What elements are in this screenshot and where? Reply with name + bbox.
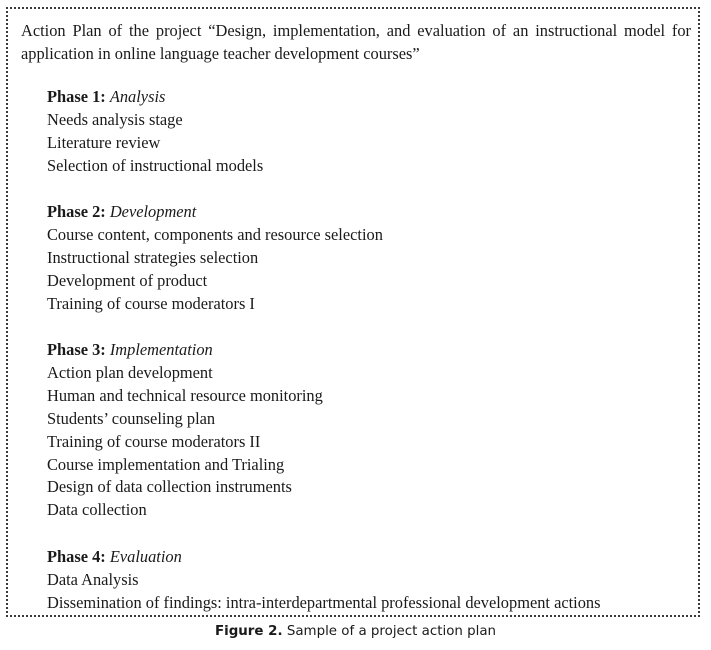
phase-4-label: Phase 4:	[47, 547, 106, 566]
phase-3-item: Design of data collection instruments	[47, 477, 292, 497]
phase-2-item: Course content, components and resource selection	[47, 224, 383, 244]
figure-caption-text: Sample of a project action plan	[286, 624, 497, 639]
phase-3-item: Training of course moderators II	[47, 431, 261, 451]
phase-2-label: Phase 2:	[47, 202, 106, 221]
phase-3-heading	[47, 339, 323, 362]
phase-3-item: Students’ counseling plan	[47, 408, 216, 428]
phase-2-heading	[47, 201, 383, 224]
phase-3-label: Phase 3:	[47, 340, 106, 359]
action-plan-box	[6, 7, 700, 617]
phase-1-item: Needs analysis stage	[47, 109, 183, 129]
phase-1-name: Analysis	[109, 87, 166, 106]
action-plan-title: Action Plan of the project “Design, implementation, and evaluation of an instructional model for application in online language teacher development courses”	[21, 21, 691, 63]
phase-2-section	[47, 201, 383, 316]
phase-3-item: Data collection	[47, 500, 147, 520]
figure-caption-label: Figure 2.	[214, 624, 283, 639]
phase-1-label: Phase 1:	[47, 87, 106, 106]
phase-3-item: Human and technical resource monitoring	[47, 385, 323, 405]
phase-3-item: Action plan development	[47, 362, 213, 382]
phase-2-name: Development	[109, 202, 197, 221]
phase-3-name: Implementation	[109, 340, 213, 359]
phase-4-name: Evaluation	[109, 547, 182, 566]
phase-1-item: Literature review	[47, 132, 161, 152]
phase-4-item: Data Analysis	[47, 569, 139, 589]
phase-4-section	[47, 546, 601, 615]
phase-1-section	[47, 86, 263, 178]
phase-4-item: Dissemination of findings: intra-interdepartmental professional development actions	[47, 592, 601, 612]
phase-4-heading	[47, 546, 601, 569]
phase-2-item: Development of product	[47, 270, 208, 290]
phase-2-item: Instructional strategies selection	[47, 247, 259, 267]
phase-1-item: Selection of instructional models	[47, 155, 264, 175]
phase-2-item: Training of course moderators I	[47, 293, 255, 313]
figure-caption	[0, 624, 711, 639]
phase-3-section	[47, 339, 323, 522]
phase-3-item: Course implementation and Trialing	[47, 454, 285, 474]
phase-1-heading	[47, 86, 263, 109]
